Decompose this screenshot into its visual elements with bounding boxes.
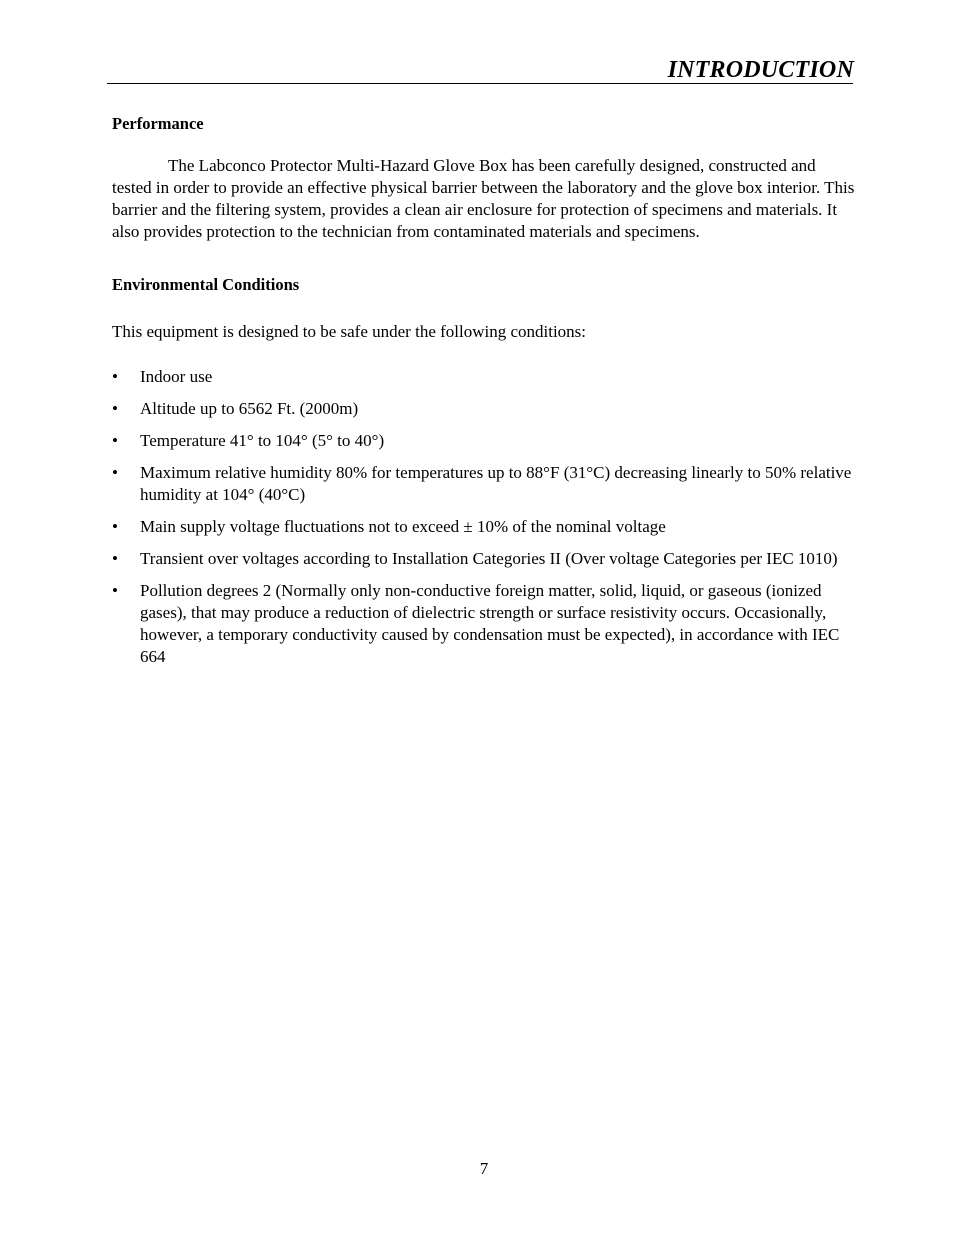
- bullet-icon: •: [112, 581, 118, 600]
- bullet-icon: •: [112, 549, 118, 568]
- list-item: [112, 462, 856, 506]
- spacer: [112, 243, 856, 274]
- section-heading-environmental-conditions: Environmental Conditions: [112, 275, 300, 294]
- bullet-icon: •: [112, 399, 118, 418]
- header-divider: [107, 83, 853, 84]
- bullet-icon: •: [112, 463, 118, 482]
- list-item-text: Altitude up to 6562 Ft. (2000m): [140, 399, 359, 418]
- section-heading-performance: Performance: [112, 114, 204, 133]
- list-item-text: Maximum relative humidity 80% for temperatures up to 88°F (31°C) decreasing linearly to 50% relative humidity at 104° (40°C): [140, 463, 852, 504]
- page-content: [112, 113, 856, 678]
- list-item-text: Main supply voltage fluctuations not to exceed ± 10% of the nominal voltage: [140, 517, 666, 536]
- spacer: [112, 296, 856, 321]
- spacer: [112, 343, 856, 366]
- spacer: [112, 135, 856, 155]
- list-item: [112, 366, 856, 388]
- environmental-intro-paragraph: This equipment is designed to be safe under the following conditions:: [112, 322, 587, 341]
- bullet-icon: •: [112, 431, 118, 450]
- list-item: [112, 580, 856, 668]
- page-number: 7: [479, 1159, 489, 1178]
- list-item: [112, 430, 856, 452]
- list-item: [112, 398, 856, 420]
- chapter-header-title: INTRODUCTION: [667, 57, 854, 83]
- bullet-icon: •: [112, 367, 118, 386]
- list-item: [112, 516, 856, 538]
- list-item-text: Pollution degrees 2 (Normally only non-conductive foreign matter, solid, liquid, or gaseous (ionized gases), that may produce a reduction of dielectric strength or surface resistivity occurs. Occasionally, however, a temporary conductivity caused by condensation must be expected), in accordance with IEC 664: [140, 581, 840, 666]
- list-item: [112, 548, 856, 570]
- list-item-text: Indoor use: [140, 367, 213, 386]
- bullet-icon: •: [112, 517, 118, 536]
- list-item-text: Transient over voltages according to Installation Categories II (Over voltage Categories per IEC 1010): [140, 549, 838, 568]
- conditions-bullet-list: [112, 366, 856, 668]
- performance-paragraph: The Labconco Protector Multi-Hazard Glove Box has been carefully designed, constructed and tested in order to provide an effective physical barrier between the laboratory and the glove box interior. This barrier and the filtering system, provides a clean air enclosure for protection of specimens and materials. It also provides protection to the technician from contaminated materials and specimens.: [112, 156, 855, 241]
- list-item-text: Temperature 41° to 104° (5° to 40°): [140, 431, 385, 450]
